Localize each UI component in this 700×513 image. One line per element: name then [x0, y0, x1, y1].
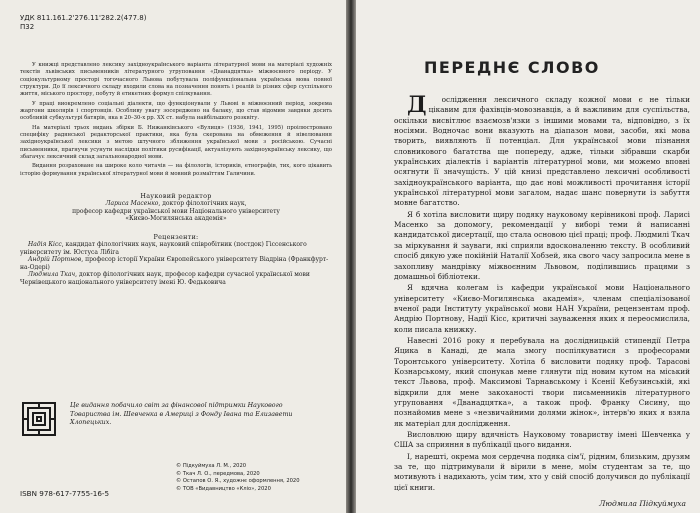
bbk-code: П32 [20, 23, 35, 31]
annotation-paragraph-3: На матеріалі трьох видань збірки Б. Нижанківського «Вулиця» (1936, 1941, 1995) проілюстровано специфіку радянської редакторської практики, яка була скерована на обмеження й нівелювання західноукраїнської лексики з метою штучного зближення української мови з російською. Сучасні письменники, прагнучи усунути наслідки політики русифікації, актуалізують західноукраїнську лексику, що збагачує лексичний склад загальнонародної мови. [20, 124, 332, 161]
editor-desc-3: «Києво-Могилянська академія» [125, 215, 227, 223]
shevchenko-society-logo-icon [22, 402, 56, 436]
annotation-paragraph-2: У праці виокремлено соціальні діалекти, що функціонували у Львові в міжвоєнний період, зокрема жаргони школярів і спортовців. Особливу увагу зосереджено на балаку, що став відомим завдяки досить особливій субкультурі батярів, яка в 20–30-х рр. ХХ ст. набула найбільшого розквіту. [20, 100, 332, 122]
foreword-paragraph-3: Я вдячна колегам із кафедри української мови Національного університету «Києво-Могилянська академія», членам спеціалізованої вченої ради Інституту української мови НАН України, рецензентам проф. Андрію Портнову, Надії Кісс, критичні зауваження яких я переосмислила, коли писала книжку. [394, 283, 690, 334]
reviewer-2-desc: , професор історії України Європейського університету Віадріна (Франкфурт-на-Одері) [20, 256, 329, 271]
reviewer-2 [20, 256, 332, 271]
left-page [0, 0, 346, 513]
reviewer-1-desc: , кандидат філологічних наук, науковий співробітник (постдок) Гіссенського університету ім. Юстуса Лібіга [20, 240, 307, 256]
copyright-line: © Підкуймуха Л. М., 2020 [176, 463, 247, 469]
reviewers-heading: Рецензенти: [153, 232, 199, 241]
right-page [356, 0, 700, 513]
reviewer-3-desc: , доктор філологічних наук, професор кафедри сучасної української мови Чернівецького національного університету імені Ю. Федьковича [20, 271, 310, 286]
grant-block [22, 402, 320, 436]
editor-desc: , доктор філологічних наук, [158, 200, 247, 208]
isbn: ISBN 978-617-7755-16-5 [20, 489, 110, 498]
book-gutter [346, 0, 356, 513]
copyright-list [176, 463, 300, 493]
reviewer-3 [20, 271, 332, 286]
reviewer-1 [20, 241, 332, 256]
reviewer-3-name: Людмила Ткач [28, 271, 76, 279]
reviewer-1-name: Надія Кісс [28, 240, 62, 248]
copyright-line: © ТОВ «Видавництво «Кліо», 2020 [176, 485, 271, 492]
udk-code: УДК 811.161.2'276.11'282.2(477.8) [20, 14, 147, 22]
editor-name: Лариса Масенко [105, 200, 159, 208]
foreword-paragraph-4: Навесні 2016 року я перебувала на дослідницькій стипендії Петра Яцика в Канаді, де мала змогу поспілкуватися з професорами Торонтського університету. Хотіла б висловити подяку проф. Тарасові Кознарському, який спонукав мене глянути під новим кутом на міський текст Львова, проф. Максимові Тарнавському і Ксенії Кебузинській, які відкрили для мене закоханості твори письменників літературного угруповання «Дванадцятка», а також проф. Франку Сисину, що познайомив мене з «незвичайними долями жінок», інтерв'ю яких я взяла як матеріал для дослідження. [394, 335, 690, 428]
foreword-paragraph-2: Я б хотіла висловити щиру подяку науковому керівникові проф. Ларисі Масенко за допомогу, рекомендації у виборі теми й написанні кандидатської дисертації, що стала основою цієї праці; проф. Людмилі Ткач за міркування й зауваги, які сприяли вдосконаленню тексту. В особливий спосіб дякую уже покійній Наталії Хобзей, яка свого часу запросила мене в захопливу мандрівку міжвоєнним Львовом, поділившись працями з домашньої бібліотеки. [394, 209, 690, 281]
editor-heading: Науковий редактор [140, 192, 212, 201]
editor-line [20, 200, 332, 208]
foreword-paragraph-6: І, нарешті, окрема моя сердечна подяка сім'ї, рідним, близьким, друзям за те, що підтримували й вірили в мене, моїм студентам за те, що мотивують і надихають, усім тим, хто у свій спосіб долучився до публікації цієї книги. [394, 451, 690, 492]
copyright-line: © Ткач Л. О., передмова, 2020 [176, 470, 260, 477]
copyright-line: © Остапов О. Я., художнє оформлення, 2020 [176, 478, 300, 485]
author-signature: Людмила Підкуймуха [599, 499, 686, 509]
editor-desc-2: професор кафедри української мови Національного університету [72, 207, 280, 215]
reviewer-2-name: Андрій Портнов [28, 256, 82, 264]
grant-text: Це видання побачило світ за фінансової підтримки Наукового Товариства ім. Шевченка в Америці з Фонду Івана та Елизавети Хлопецьких. [70, 402, 293, 427]
foreword-paragraph-5: Висловлюю щиру вдячність Науковому товариству імені Шевченка у США за сприяння в публікації цього видання. [394, 430, 690, 450]
annotation-paragraph-1: У книжці представлено лексику західноукраїнського варіанта літературної мови на матеріалі художніх текстів львівських письменників літературного угруповання «Дванадцятка» міжвоєнного періоду. У соціокультурному просторі тогочасного Львова побутувала поліфункціональна українська мова повної структури. До її лексичного складу входили слова на позначення понять і реалій із різних сфер суспільного життя, міського простору, побуту й етикетних формул спілкування. [20, 62, 332, 98]
foreword-title: ПЕРЕДНЄ СЛОВО [424, 58, 600, 77]
annotation-paragraph-4: Видання розраховане на широке коло читачів — на філологів, істориків, етнографів, тих, кого цікавить історію формування української літературної мови й мовний розмаїттям Галичини. [20, 163, 332, 177]
foreword-paragraph-1: Дослідження лексичного складу кожної мови є не тільки цікавим для фахівців-мовознавців, а й важливим для суспільства, оскільки висвітлює взаємозв'язки з іншими мовами та, відповідно, з їх носіями. Водночас вони вказують на діапазон мови, засоби, які мова творить, виявляють її потенціал. Для української мови пізнання словникового багатства ще попереду, адже, тільки зібравши скарби українських діалектів і варіантів літературної мови, ми можемо вповні осягнути її значущість. У цій книзі представлено лексичні особливості західноукраїнського варіанта, що дає нові можливості прочитання історії української літературної мови загалом, надає шанс повернути із забуття мовне багатство. [394, 92, 690, 208]
